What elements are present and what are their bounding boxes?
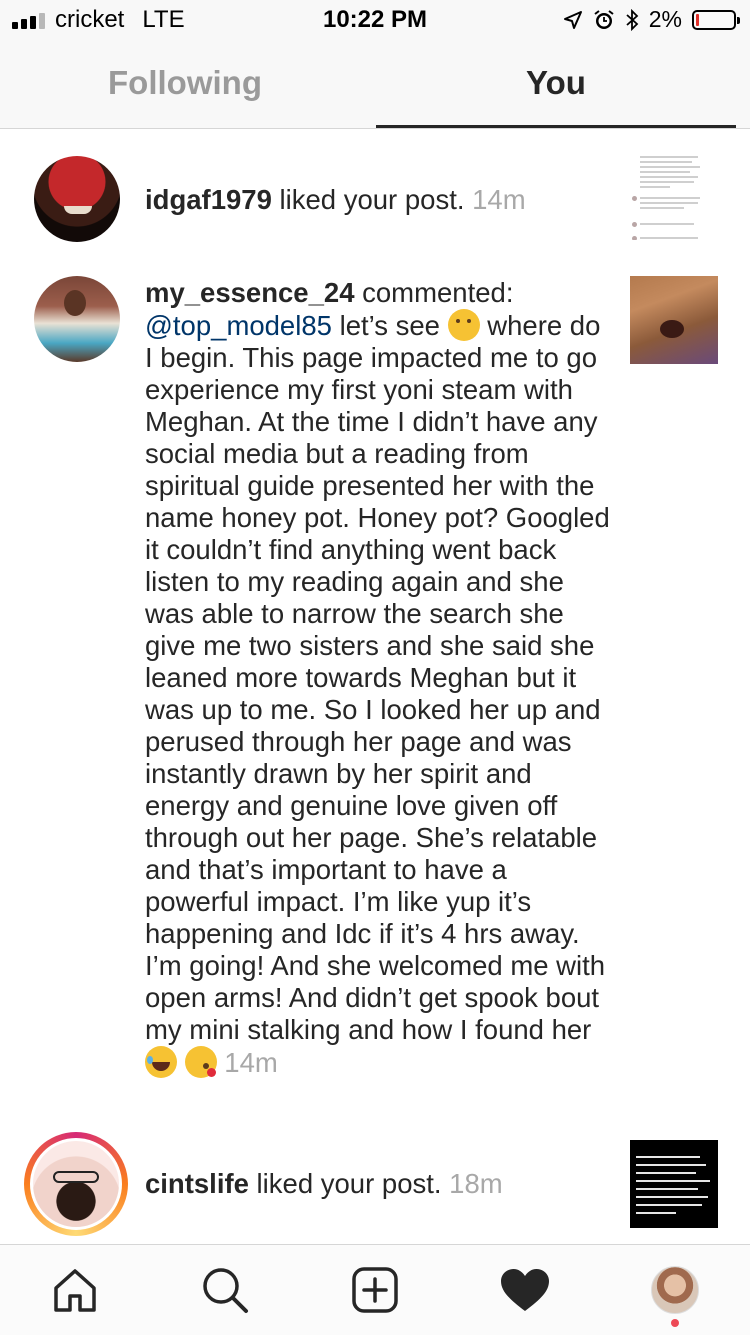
timestamp: 14m bbox=[472, 184, 526, 215]
nav-add-post[interactable] bbox=[325, 1245, 425, 1335]
activity-tabs bbox=[0, 40, 750, 129]
tab-following[interactable]: Following bbox=[108, 64, 262, 101]
battery-percent: 2% bbox=[648, 6, 682, 32]
notification-text bbox=[145, 184, 610, 216]
activity-heart-icon bbox=[499, 1267, 551, 1313]
status-right bbox=[563, 6, 736, 33]
nav-activity[interactable] bbox=[475, 1245, 575, 1335]
notification-action: commented: bbox=[354, 277, 514, 308]
notification-action: liked your post. bbox=[248, 1168, 442, 1199]
home-icon bbox=[51, 1266, 99, 1314]
alarm-icon bbox=[593, 9, 615, 31]
username[interactable]: idgaf1979 bbox=[145, 184, 272, 215]
post-thumbnail[interactable] bbox=[630, 1140, 718, 1228]
status-time: 10:22 PM bbox=[322, 6, 428, 33]
bluetooth-icon bbox=[625, 9, 639, 31]
username[interactable]: cintslife bbox=[145, 1168, 249, 1199]
nav-profile[interactable] bbox=[625, 1245, 725, 1335]
nav-home[interactable] bbox=[25, 1245, 125, 1335]
avatar[interactable] bbox=[34, 156, 120, 242]
status-bar bbox=[0, 0, 750, 40]
notification-action: liked your post. bbox=[271, 184, 465, 215]
post-thumbnail[interactable] bbox=[630, 152, 718, 240]
comment-text bbox=[145, 277, 610, 1079]
comment-body-b: where do I begin. This page impacted me to go experience my first yoni steam with Meghan. At the time I didn’t have any social media but a reading from spiritual guide presented her with the name honey pot. Honey pot? Googled it couldn’t find anything went back listen to my reading again and she was able to narrow the search she give me two sisters and she said she leaned more towards Meghan but it was up to me. So I looked her up and perused through her page and was instantly drawn by her spirit and energy and genuine love given off through out her page. She’s relatable and that’s important to have a powerful impact. I’m like yup it’s happening and Idc if it’s 4 hrs away. I’m going! And she welcomed me with open arms! And didn’t get spook bout my mini stalking and how I found her bbox=[145, 310, 610, 1045]
notification-dot bbox=[671, 1319, 679, 1327]
add-post-icon bbox=[351, 1266, 399, 1314]
location-arrow-icon bbox=[563, 10, 583, 30]
post-thumbnail[interactable] bbox=[630, 276, 718, 364]
thinking-face-emoji bbox=[448, 309, 480, 341]
username[interactable]: my_essence_24 bbox=[145, 277, 355, 308]
tears-of-joy-emoji bbox=[145, 1046, 177, 1078]
tab-you[interactable]: You bbox=[526, 64, 586, 101]
avatar[interactable] bbox=[30, 1138, 122, 1230]
mention-link[interactable]: @top_model85 bbox=[145, 310, 332, 341]
nav-search[interactable] bbox=[175, 1245, 275, 1335]
comment-body-a: let’s see bbox=[331, 310, 448, 341]
active-tab-indicator bbox=[376, 125, 736, 128]
notification-text bbox=[145, 1168, 610, 1200]
search-icon bbox=[200, 1265, 250, 1315]
timestamp: 18m bbox=[449, 1168, 503, 1199]
network-type: LTE bbox=[142, 6, 185, 33]
avatar[interactable] bbox=[34, 276, 120, 362]
bottom-navigation bbox=[0, 1244, 750, 1335]
battery-icon bbox=[692, 10, 736, 30]
kiss-face-emoji bbox=[185, 1046, 217, 1078]
profile-avatar bbox=[651, 1266, 699, 1314]
timestamp: 14m bbox=[224, 1047, 278, 1078]
carrier-name: cricket bbox=[55, 6, 125, 33]
